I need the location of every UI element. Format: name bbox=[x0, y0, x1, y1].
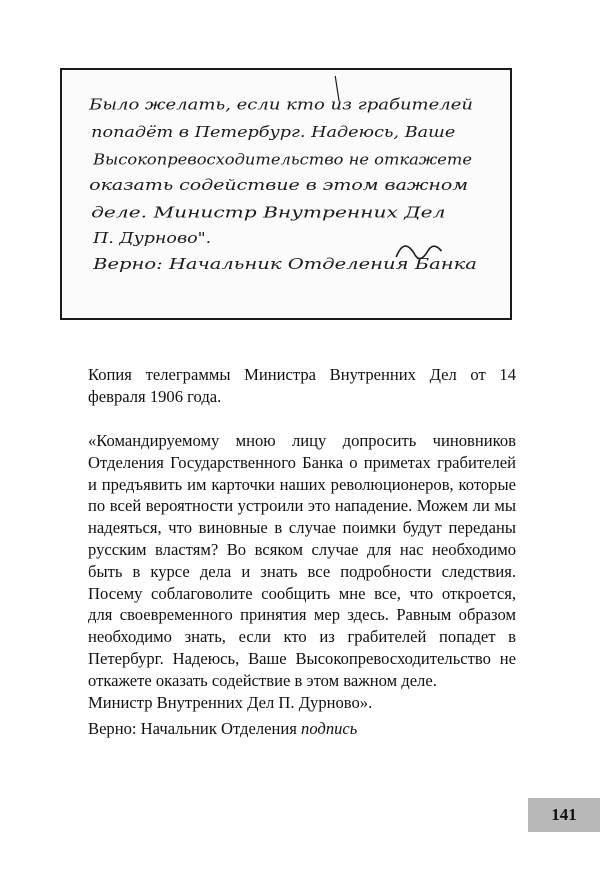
handwriting-svg bbox=[62, 70, 510, 318]
handwriting-line: П. Дурново". bbox=[91, 230, 212, 248]
handwritten-document-image bbox=[60, 68, 512, 320]
handwriting-line: оказать содействие в этом важном bbox=[89, 177, 469, 195]
handwriting-line: Верно: Начальник Отделения Банка bbox=[91, 255, 477, 273]
page-number: 141 bbox=[528, 798, 600, 832]
quote-signature: Министр Внутренних Дел П. Дурново». bbox=[88, 692, 373, 712]
handwriting-line: Высокопревосходительство не откажете bbox=[92, 151, 473, 169]
handwriting-line: попадёт в Петербург. Надеюсь, Ваше bbox=[91, 123, 456, 141]
quote-body: «Командируемому мною лицу допросить чиновников Отделения Государственного Банка о приметах грабителей и предъявить им карточки наших революционеров, которые по всей вероятности устроили это нападение. Можем ли мы надеяться, что виновные в случае поимки будут переданы русским властям? Во всяком случае для нас необходимо быть в курсе дела и знать все подробности следствия. Посему соблаговолите сообщить мне все, что откроется, для своевременного принятия мер здесь. Равным образом необходимо знать, если кто из грабителей попадет в Петербург. Надеюсь, Ваше Высокопревосходительство не откажете оказать содействие в этом важном деле. bbox=[88, 431, 516, 690]
caption-text: Копия телеграммы Министра Внутренних Дел от 14 февраля 1906 года. bbox=[88, 365, 516, 406]
telegram-quote bbox=[88, 430, 516, 713]
handwriting-line: деле. Министр Внутренних Дел bbox=[91, 204, 446, 222]
signature-word: подпись bbox=[301, 719, 358, 738]
handwriting-line: Было желать, если кто из грабителей bbox=[87, 96, 473, 114]
caption bbox=[88, 364, 516, 408]
verification-line bbox=[88, 718, 516, 740]
verification-prefix: Верно: Начальник Отделения bbox=[88, 719, 302, 738]
